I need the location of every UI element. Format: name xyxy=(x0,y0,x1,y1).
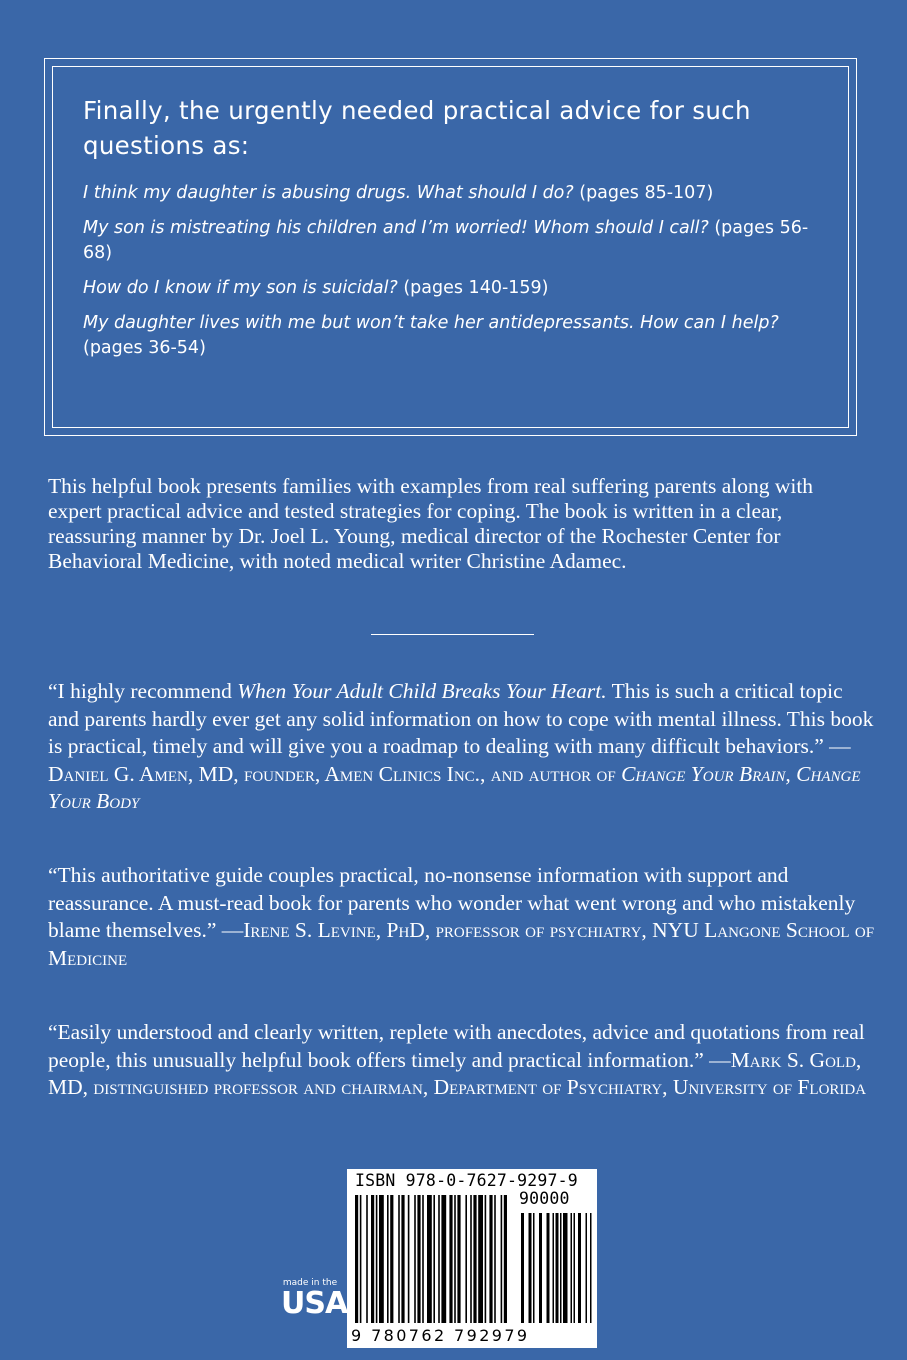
ean-digits: 9 780762 792979 xyxy=(351,1326,530,1345)
endorsement-quote: “This authoritative guide couples practical, no-nonsense information with support and reassurance. A must-read book for parents who wonder what went wrong and who mistakenly blame themselves.” —Irene S. Levine, PhD, professor of psychiatry, NYU Langone School of Medicine xyxy=(48,863,875,970)
endorsement-quote: “I highly recommend When Your Adult Child Breaks Your Heart. This is such a critical topic and parents hardly ever get any solid information on how to cope with mental illness. This book is practical, timely and will give you a roadmap to dealing with many difficult behaviors.” —Daniel G. Amen, MD, founder, Amen Clinics Inc., and author of Change Your Brain, Change Your Body xyxy=(48,679,874,813)
question-item: My daughter lives with me but won’t take her antidepressants. How can I help? (pages 36-54) xyxy=(83,313,779,358)
quote-attribution: —Daniel G. Amen, MD, founder, Amen Clinics Inc., and author of xyxy=(48,734,851,786)
question-item: My son is mistreating his children and I’m worried! Whom should I call? (pages 56-68) xyxy=(83,218,809,263)
question-item: How do I know if my son is suicidal? (pages 140-159) xyxy=(83,278,549,298)
made-in-usa-badge xyxy=(281,1278,348,1321)
endorsement-quote: “Easily understood and clearly written, replete with anecdotes, advice and quotations from real people, this unusually helpful book offers timely and practical information.” —Mark S. Gold, MD, distinguished professor and chairman, Department of Psychiatry, University of Florida xyxy=(48,1020,867,1099)
book-description: This helpful book presents families with examples from real suffering parents along with expert practical advice and tested strategies for coping. The book is written in a clear, reassuring manner by Dr. Joel L. Young, medical director of the Rochester Center for Behavioral Medicine, with noted medical writer Christine Adamec. xyxy=(48,474,814,573)
question-item: I think my daughter is abusing drugs. What should I do? (pages 85-107) xyxy=(83,183,714,203)
box-intro: Finally, the urgently needed practical advice for such questions as: xyxy=(83,96,751,160)
badge-small-text: made in the xyxy=(282,1278,338,1288)
isbn-barcode xyxy=(347,1169,597,1348)
price-code: 90000 xyxy=(519,1189,570,1208)
isbn-label: ISBN 978-0-7627-9297-9 xyxy=(355,1171,578,1190)
quote-attribution: —Mark S. Gold, MD, distinguished professor and chairman, Department of Psychiatry, University of Florida xyxy=(48,1047,867,1099)
questions-box xyxy=(52,66,849,428)
quote-attribution: —Irene S. Levine, PhD, professor of psychiatry, NYU Langone School of Medicine xyxy=(48,918,875,970)
divider-rule xyxy=(371,634,534,635)
badge-usa-text: USA xyxy=(281,1286,348,1321)
barcode-bars xyxy=(347,1169,597,1348)
